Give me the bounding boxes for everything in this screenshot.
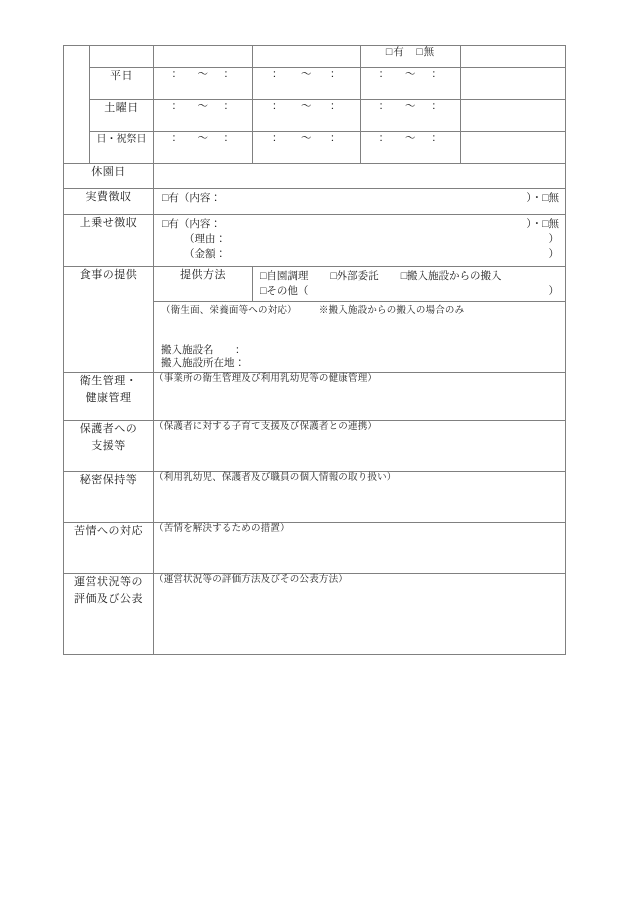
surcharge-amount-right: ） bbox=[548, 249, 559, 261]
weekday-time-3-start: ： bbox=[378, 69, 390, 80]
opening-hours-row-saturday bbox=[64, 100, 566, 132]
opening-hours-header-availability[interactable]: □有 □無 bbox=[361, 46, 461, 68]
surcharge-reason-left[interactable]: （理由： bbox=[184, 234, 226, 246]
section-row-confidentiality bbox=[64, 471, 566, 522]
actual-cost-value-cell[interactable] bbox=[154, 189, 566, 215]
saturday-time-3-tilde: ～ bbox=[404, 101, 416, 112]
operation-form-table bbox=[63, 45, 566, 655]
section-label-evaluation bbox=[64, 573, 154, 654]
section-value-hygiene[interactable] bbox=[154, 372, 566, 420]
sunday-time-2-start: ： bbox=[272, 133, 283, 144]
section-row-complaints bbox=[64, 522, 566, 573]
saturday-time-3-start: ： bbox=[378, 101, 390, 112]
weekday-time-2-start: ： bbox=[272, 69, 283, 80]
opening-hours-row-sunday-holiday bbox=[64, 132, 566, 164]
section-value-confidentiality[interactable] bbox=[154, 471, 566, 522]
weekday-time-2-tilde: ～ bbox=[301, 69, 312, 80]
meal-method-label: 提供方法 bbox=[154, 266, 253, 301]
opening-hours-outer-label-cell bbox=[64, 46, 90, 164]
sunday-remark[interactable] bbox=[461, 132, 566, 164]
actual-cost-label: 実費徴収 bbox=[64, 189, 154, 215]
meal-facility-address-line[interactable] bbox=[161, 357, 560, 370]
weekday-time-2-end: ： bbox=[330, 69, 341, 80]
meal-facility-name-line[interactable] bbox=[161, 344, 560, 357]
saturday-remark[interactable] bbox=[461, 100, 566, 132]
section-label-guardian-support bbox=[64, 420, 154, 471]
row-label-saturday: 土曜日 bbox=[90, 100, 154, 132]
sunday-time-1[interactable] bbox=[154, 132, 253, 164]
weekday-time-3[interactable] bbox=[361, 68, 461, 100]
section-label-confidentiality bbox=[64, 471, 154, 522]
meal-method-row bbox=[64, 266, 566, 301]
row-label-weekday: 平日 bbox=[90, 68, 154, 100]
opening-hours-header-blank-label bbox=[90, 46, 154, 68]
saturday-time-3-end: ： bbox=[431, 101, 443, 112]
section-value-complaints[interactable] bbox=[154, 522, 566, 573]
saturday-time-2[interactable] bbox=[253, 100, 361, 132]
sunday-time-2-tilde: ～ bbox=[301, 133, 312, 144]
section-value-guardian-support[interactable] bbox=[154, 420, 566, 471]
row-label-sunday-holiday: 日・祝祭日 bbox=[90, 132, 154, 164]
sunday-time-3-start: ： bbox=[378, 133, 390, 144]
surcharge-label: 上乗せ徴収 bbox=[64, 215, 154, 267]
section-label-guardian-support-line2: 支援等 bbox=[91, 439, 126, 452]
section-label-evaluation-line1: 運営状況等の bbox=[74, 575, 143, 588]
opening-hours-header-row bbox=[64, 46, 566, 68]
saturday-time-1-tilde: ～ bbox=[197, 101, 209, 112]
saturday-time-2-end: ： bbox=[330, 101, 341, 112]
opening-hours-header-col1 bbox=[154, 46, 253, 68]
section-note-hygiene: （事業所の衛生管理及び利用乳幼児等の健康管理） bbox=[154, 373, 378, 384]
meal-body-note-line bbox=[161, 305, 560, 318]
surcharge-amount-left[interactable]: （金額： bbox=[184, 249, 226, 261]
weekday-time-1-end: ： bbox=[223, 69, 235, 80]
actual-cost-row bbox=[64, 189, 566, 215]
section-label-hygiene bbox=[64, 372, 154, 420]
sunday-time-2-end: ： bbox=[330, 133, 341, 144]
section-row-hygiene bbox=[64, 372, 566, 420]
section-label-evaluation-line2: 評価及び公表 bbox=[74, 592, 143, 605]
weekday-time-1[interactable] bbox=[154, 68, 253, 100]
weekday-remark[interactable] bbox=[461, 68, 566, 100]
opening-hours-header-col2 bbox=[253, 46, 361, 68]
surcharge-row bbox=[64, 215, 566, 267]
meal-option-in-house[interactable]: □自園調理 bbox=[260, 270, 309, 282]
meal-body-note: （衛生面、栄養面等への対応） bbox=[161, 305, 297, 316]
surcharge-content-right[interactable]: ）・□無 bbox=[526, 219, 559, 230]
section-label-hygiene-line2: 健康管理 bbox=[85, 391, 132, 404]
saturday-time-1[interactable] bbox=[154, 100, 253, 132]
weekday-time-1-start: ： bbox=[171, 69, 183, 80]
actual-cost-yes-option[interactable]: □有（内容： bbox=[162, 193, 221, 204]
saturday-time-2-start: ： bbox=[272, 101, 283, 112]
weekday-time-2[interactable] bbox=[253, 68, 361, 100]
section-note-complaints: （苦情を解決するための措置） bbox=[154, 523, 290, 534]
sunday-time-3[interactable] bbox=[361, 132, 461, 164]
meal-facility-name-colon: ： bbox=[235, 344, 246, 356]
sunday-time-1-start: ： bbox=[171, 133, 183, 144]
section-note-evaluation: （運営状況等の評価方法及びその公表方法） bbox=[154, 574, 349, 585]
weekday-time-3-end: ： bbox=[431, 69, 443, 80]
section-label-complaints bbox=[64, 522, 154, 573]
section-label-hygiene-line1: 衛生管理・ bbox=[79, 374, 138, 387]
section-row-evaluation bbox=[64, 573, 566, 654]
section-value-evaluation[interactable] bbox=[154, 573, 566, 654]
saturday-time-1-end: ： bbox=[223, 101, 235, 112]
sunday-time-1-end: ： bbox=[223, 133, 235, 144]
saturday-time-3[interactable] bbox=[361, 100, 461, 132]
section-label-confidentiality-line1: 秘密保持等 bbox=[79, 473, 138, 486]
surcharge-content-left[interactable]: □有（内容： bbox=[162, 219, 221, 230]
meal-option-other-left[interactable]: □その他（ bbox=[260, 285, 309, 297]
surcharge-reason-right: ） bbox=[548, 234, 559, 246]
meal-facility-name-label: 搬入施設名 bbox=[161, 344, 214, 356]
section-note-confidentiality: （利用乳幼児、保護者及び職員の個人情報の取り扱い） bbox=[154, 472, 397, 483]
opening-hours-header-remark bbox=[461, 46, 566, 68]
meal-option-other-right: ） bbox=[548, 285, 559, 297]
closed-days-row bbox=[64, 164, 566, 189]
opening-hours-row-weekday bbox=[64, 68, 566, 100]
meal-provision-label: 食事の提供 bbox=[64, 266, 154, 372]
actual-cost-no-option[interactable]: ）・□無 bbox=[526, 193, 559, 204]
saturday-time-1-start: ： bbox=[171, 101, 183, 112]
meal-body-note-extra: ※搬入施設からの搬入の場合のみ bbox=[318, 305, 465, 316]
closed-days-value[interactable] bbox=[154, 164, 566, 189]
meal-option-outsourced[interactable]: □外部委託 bbox=[330, 270, 379, 282]
surcharge-value-cell[interactable] bbox=[154, 215, 566, 267]
sunday-time-3-tilde: ～ bbox=[404, 133, 416, 144]
weekday-time-1-tilde: ～ bbox=[197, 69, 209, 80]
closed-days-label: 休園日 bbox=[64, 164, 154, 189]
meal-body-cell[interactable] bbox=[154, 301, 566, 372]
section-note-guardian-support: （保護者に対する子育て支援及び保護者との連携） bbox=[154, 421, 378, 432]
sunday-time-2[interactable] bbox=[253, 132, 361, 164]
meal-facility-address-label: 搬入施設所在地： bbox=[161, 357, 245, 369]
meal-option-delivered[interactable]: □搬入施設からの搬入 bbox=[400, 270, 502, 282]
section-label-guardian-support-line1: 保護者への bbox=[79, 422, 138, 435]
weekday-time-3-tilde: ～ bbox=[404, 69, 416, 80]
sunday-time-1-tilde: ～ bbox=[197, 133, 209, 144]
section-row-guardian-support bbox=[64, 420, 566, 471]
sunday-time-3-end: ： bbox=[431, 133, 443, 144]
section-label-complaints-line1: 苦情への対応 bbox=[74, 524, 143, 537]
saturday-time-2-tilde: ～ bbox=[301, 101, 312, 112]
meal-method-options-cell[interactable] bbox=[253, 266, 566, 301]
